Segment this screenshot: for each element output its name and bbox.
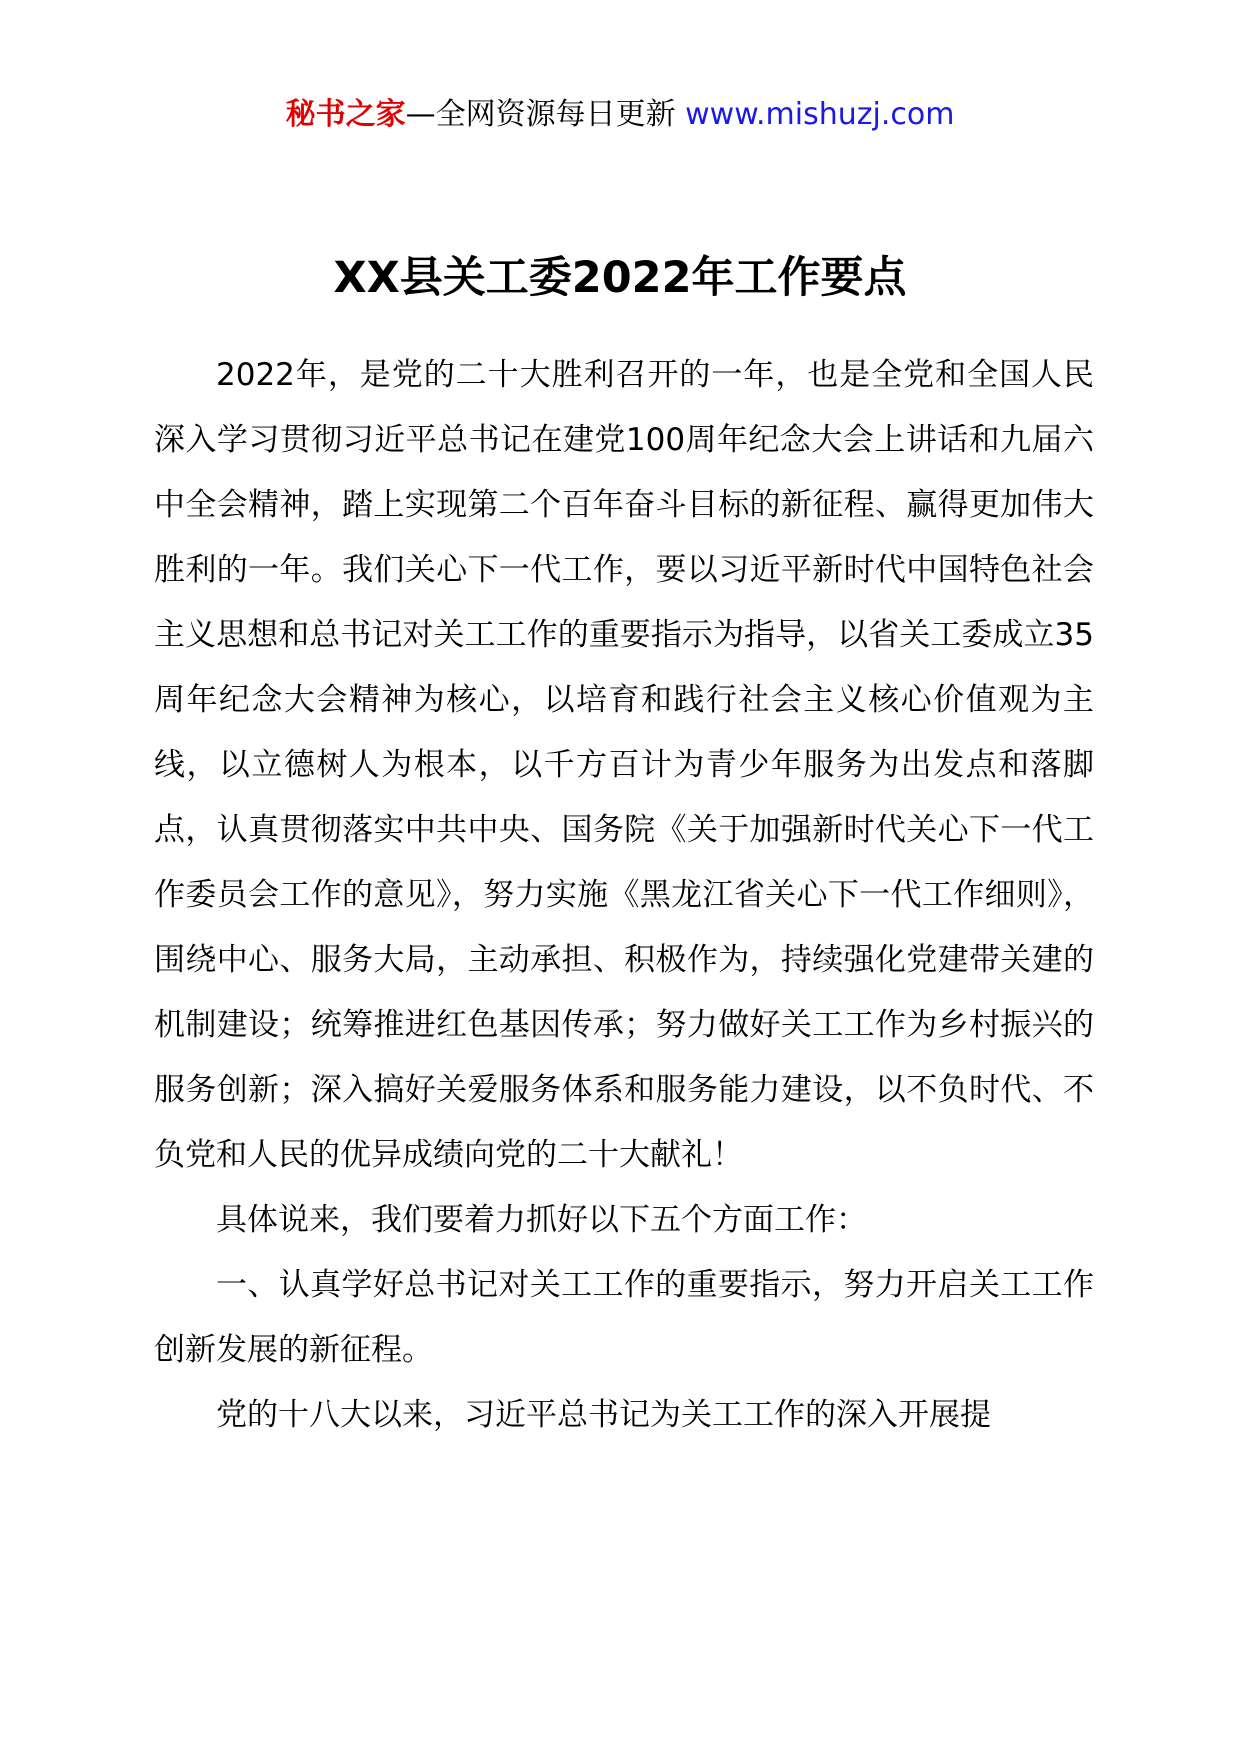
summary-paragraph: 具体说来，我们要着力抓好以下五个方面工作：: [216, 1202, 867, 1238]
document-title: XX县关工委2022年工作要点: [333, 253, 907, 303]
section-heading-1: 一、认真学好总书记对关工工作的重要指示，努力开启关工工作创新发展的新征程。: [154, 1267, 1094, 1368]
brand-name: 秘书之家: [285, 97, 406, 132]
document-body: [154, 343, 1094, 1448]
header-tagline: —全网资源每日更新: [405, 97, 686, 132]
website-link[interactable]: www.mishuzj.com: [685, 97, 955, 132]
section-1-paragraph: 党的十八大以来，习近平总书记为关工工作的深入开展提: [216, 1397, 991, 1433]
page-header: [0, 95, 1240, 135]
intro-paragraph: 2022年，是党的二十大胜利召开的一年，也是全党和全国人民深入学习贯彻习近平总书记在建党100周年纪念大会上讲话和九届六中全会精神，踏上实现第二个百年奋斗目标的新征程、赢得更加伟大胜利的一年。我们关心下一代工作，要以习近平新时代中国特色社会主义思想和总书记对关工工作的重要指示为指导，以省关工委成立35周年纪念大会精神为核心，以培育和践行社会主义核心价值观为主线，以立德树人为根本，以千方百计为青少年服务为出发点和落脚点，认真贯彻落实中共中央、国务院《关于加强新时代关心下一代工作委员会工作的意见》，努力实施《黑龙江省关心下一代工作细则》，围绕中心、服务大局，主动承担、积极作为，持续强化党建带关建的机制建设；统筹推进红色基因传承；努力做好关工工作为乡村振兴的服务创新；深入搞好关爱服务体系和服务能力建设，以不负时代、不负党和人民的优异成绩向党的二十大献礼！: [154, 357, 1094, 1173]
